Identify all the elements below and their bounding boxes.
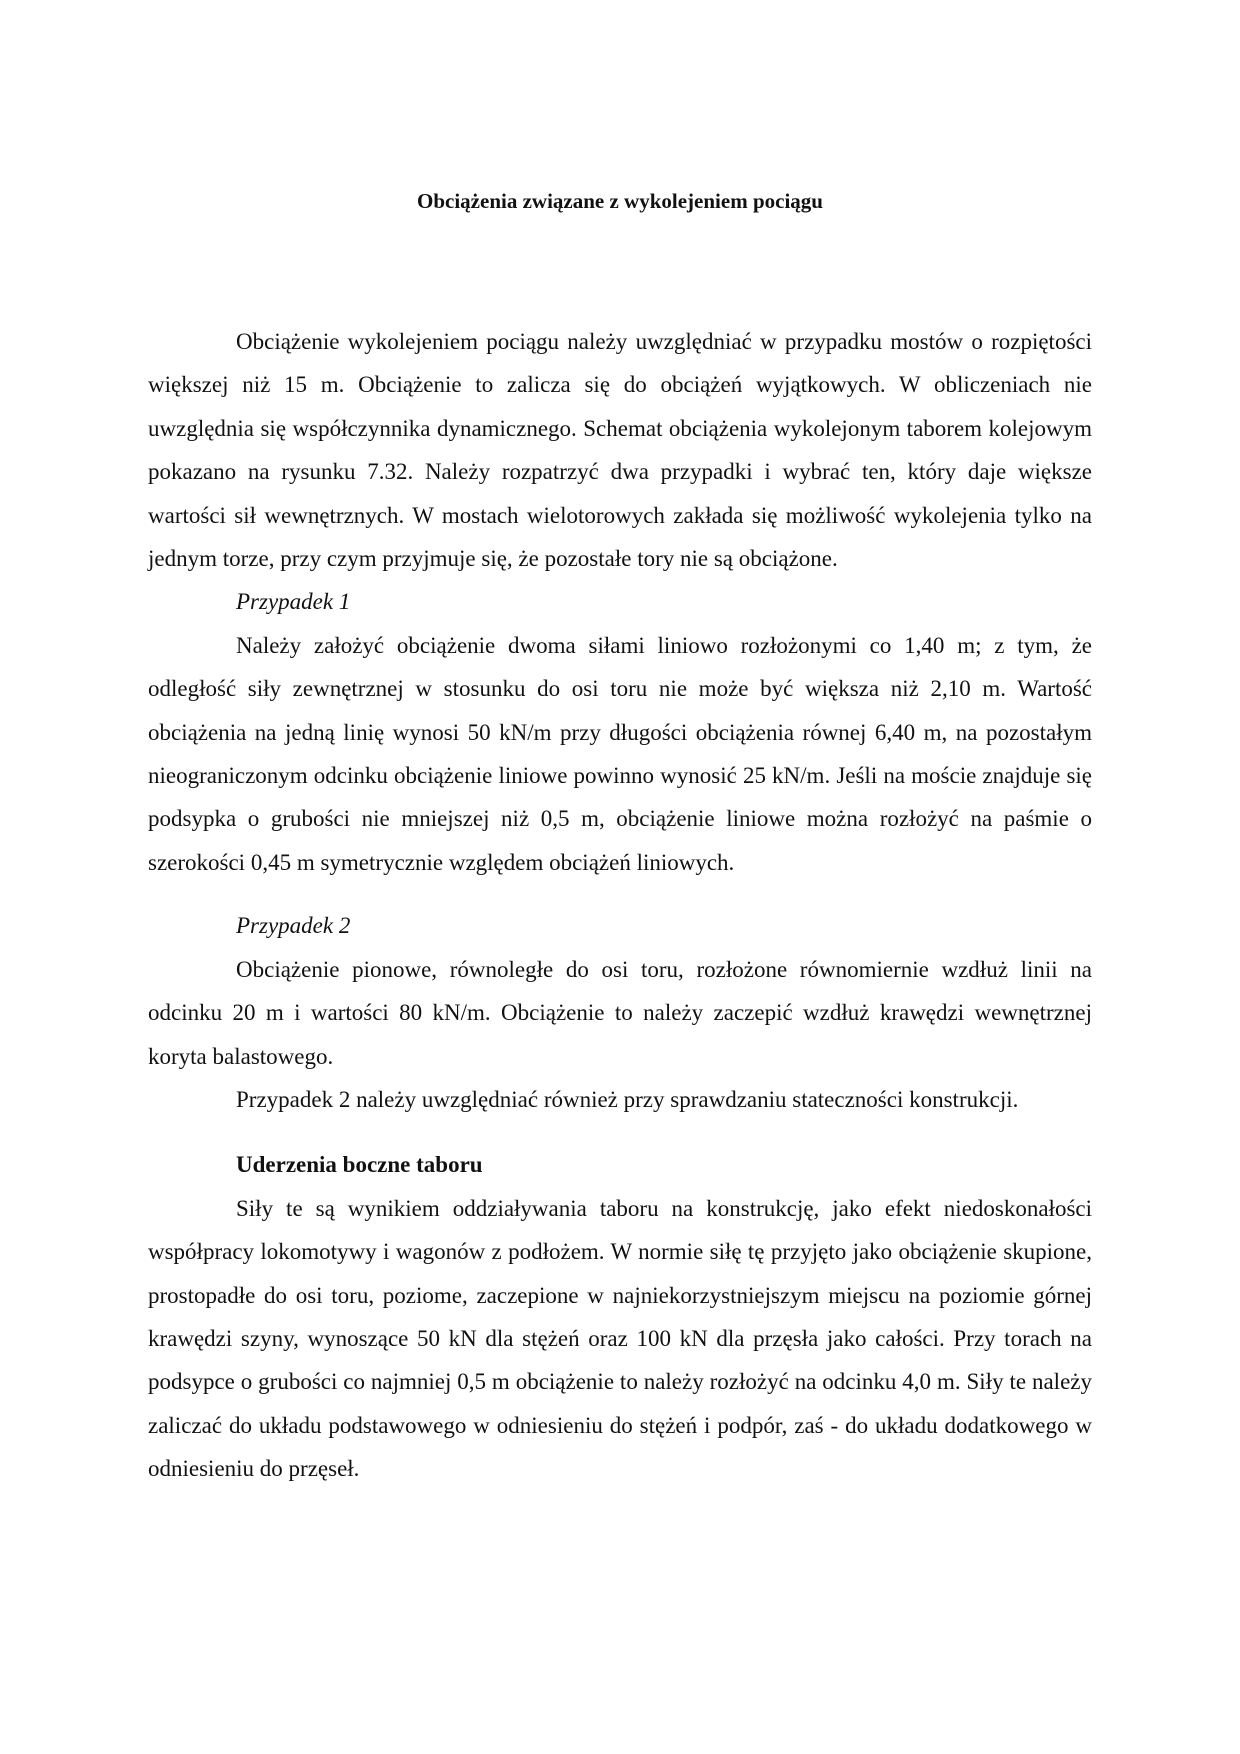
case-1-heading: Przypadek 1 (236, 589, 351, 615)
case-2-heading: Przypadek 2 (236, 913, 351, 939)
document-title: Obciążenia związane z wykolejeniem pociągu (417, 189, 823, 213)
intro-paragraph: Obciążenie wykolejeniem pociągu należy uwzględniać w przypadku mostów o rozpiętości większej niż 15 m. Obciążenie to zalicza się do obciążeń wyjątkowych. W obliczeniach nie uwzględnia się współczynnika dynamicznego. Schemat obciążenia wykolejonym taborem kolejowym pokazano na rysunku 7.32. Należy rozpatrzyć dwa przypadki i wybrać ten, który daje większe wartości sił wewnętrznych. W mostach wielotorowych zakłada się możliwość wykolejenia tylko na jednym torze, przy czym przyjmuje się, że pozostałe tory nie są obciążone. (148, 329, 1092, 572)
section-paragraph: Siły te są wynikiem oddziaływania taboru na konstrukcję, jako efekt niedoskonałości współpracy lokomotywy i wagonów z podłożem. W normie siłę tę przyjęto jako obciążenie skupione, prostopadłe do osi toru, poziome, zaczepione w najniekorzystniejszym miejscu na poziomie górnej krawędzi szyny, wynoszące 50 kN dla stężeń oraz 100 kN dla przęsła jako całości. Przy torach na podsypce o grubości co najmniej 0,5 m obciążenie to należy rozłożyć na odcinku 4,0 m. Siły te należy zaliczać do układu podstawowego w odniesieniu do stężeń i podpór, zaś - do układu dodatkowego w odniesieniu do przęseł. (148, 1195, 1092, 1482)
case-1-paragraph: Należy założyć obciążenie dwoma siłami liniowo rozłożonymi co 1,40 m; z tym, że odległość siły zewnętrznej w stosunku do osi toru nie może być większa niż 2,10 m. Wartość obciążenia na jedną linię wynosi 50 kN/m przy długości obciążenia równej 6,40 m, na pozostałym nieograniczonym odcinku obciążenie liniowe powinno wynosić 25 kN/m. Jeśli na moście znajduje się podsypka o grubości nie mniejszej niż 0,5 m, obciążenie liniowe można rozłożyć na paśmie o szerokości 0,45 m symetrycznie względem obciążeń liniowych. (148, 632, 1092, 875)
document-body (148, 320, 1092, 1491)
case-2-note: Przypadek 2 należy uwzględniać również przy sprawdzaniu stateczności konstrukcji. (236, 1086, 1019, 1112)
section-heading: Uderzenia boczne taboru (236, 1152, 483, 1178)
spacer (148, 1121, 1092, 1143)
case-2-paragraph: Obciążenie pionowe, równoległe do osi toru, rozłożone równomiernie wzdłuż linii na odcinku 20 m i wartości 80 kN/m. Obciążenie to należy zaczepić wzdłuż krawędzi wewnętrznej koryta balastowego. (148, 956, 1092, 1069)
spacer (148, 884, 1092, 904)
